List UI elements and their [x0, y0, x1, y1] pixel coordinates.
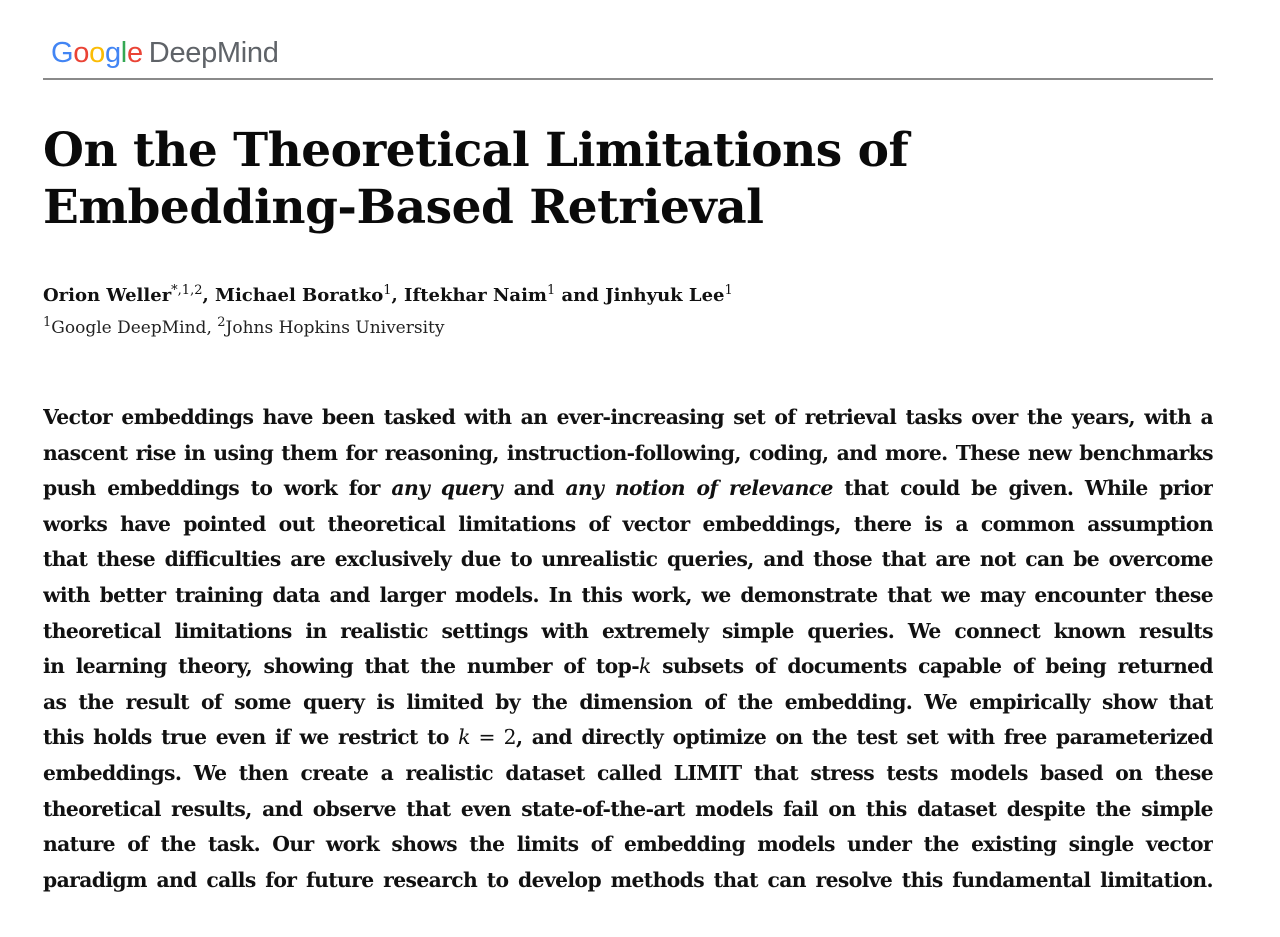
author-separator: ,: [391, 285, 405, 306]
paper-title: [43, 122, 908, 236]
abstract: [43, 400, 1213, 898]
abstract-emphasis: any query: [391, 476, 503, 501]
abstract-emphasis: any notion of relevance: [565, 476, 833, 501]
abstract-text: and: [502, 476, 566, 501]
logo-letter: G: [51, 37, 74, 69]
logo-deepmind-text: DeepMind: [148, 37, 279, 69]
abstract-line: theoretical limitations in realistic settings with extremely simple queries. We connect known results: [43, 618, 1213, 643]
abstract-line: nascent rise in using them for reasoning, instruction-following, coding, and more. These new benchmarks: [43, 440, 1213, 465]
abstract-text: that could be given. While prior: [832, 476, 1213, 501]
abstract-line: that these difficulties are exclusively due to unrealistic queries, and those that are not can be overcome: [43, 547, 1213, 572]
abstract-line: works have pointed out theoretical limitations of vector embeddings, there is a common assumption: [43, 511, 1213, 536]
paper-first-page: [43, 0, 1213, 892]
affiliation-mark: 2: [217, 315, 226, 330]
author-name: Orion Weller: [43, 285, 172, 306]
abstract-text: this holds true even if we restrict to: [43, 725, 459, 750]
author-affiliation-mark: 1: [383, 283, 392, 298]
logo-letter: e: [126, 37, 143, 69]
abstract-line: nature of the task. Our work shows the limits of embedding models under the existing single vector: [43, 832, 1213, 857]
abstract-line: theoretical results, and observe that even state-of-the-art models fail on this dataset despite the simple: [43, 796, 1213, 821]
abstract-line: [43, 471, 1213, 507]
math-variable: k: [458, 725, 470, 750]
logo-letter: l: [120, 37, 127, 69]
math-variable: k: [639, 654, 651, 679]
logo-letter: o: [89, 37, 105, 69]
title-line: On the Theoretical Limitations of: [43, 123, 909, 178]
affiliation-mark: 1: [43, 315, 52, 330]
google-deepmind-logo: [51, 36, 279, 70]
author-separator: and: [555, 285, 606, 306]
author-name: Iftekhar Naim: [404, 285, 547, 306]
page-header: [43, 0, 1213, 80]
abstract-text: in learning theory, showing that the number of top-: [43, 654, 640, 679]
abstract-line: as the result of some query is limited by the dimension of the embedding. We empirically show that: [43, 689, 1213, 714]
author-affiliation-mark: 1: [724, 283, 733, 298]
author-name: Michael Boratko: [215, 285, 384, 306]
affiliation-name: Google DeepMind: [51, 318, 207, 338]
author-affiliation-mark: 1: [546, 283, 556, 298]
affiliation-list: [43, 316, 444, 340]
abstract-line: embeddings. We then create a realistic dataset called LIMIT that stress tests models based on these: [43, 760, 1213, 785]
author-name: Jinhyuk Lee: [605, 285, 725, 306]
logo-letter: g: [104, 37, 121, 69]
title-line: Embedding-Based Retrieval: [43, 180, 764, 235]
abstract-text: push embeddings to work for: [43, 476, 392, 501]
logo-letter: o: [73, 37, 90, 69]
abstract-text: subsets of documents capable of being returned: [650, 654, 1213, 679]
abstract-text: , and directly optimize on the test set with free parameterized: [515, 725, 1213, 750]
author-list: [43, 283, 733, 309]
author-affiliation-mark: *,1,2: [171, 283, 203, 298]
abstract-line: [43, 720, 1213, 756]
affiliation-separator: ,: [206, 318, 218, 338]
abstract-line: with better training data and larger models. In this work, we demonstrate that we may encounter these: [43, 582, 1213, 607]
math-expression: = 2: [469, 725, 516, 750]
abstract-line: [43, 649, 1213, 685]
author-separator: ,: [202, 285, 216, 306]
affiliation-name: Johns Hopkins University: [225, 318, 445, 338]
abstract-line: Vector embeddings have been tasked with an ever-increasing set of retrieval tasks over the years, with a: [43, 405, 1213, 429]
abstract-line: paradigm and calls for future research to develop methods that can resolve this fundamental limitation.: [43, 867, 1213, 892]
